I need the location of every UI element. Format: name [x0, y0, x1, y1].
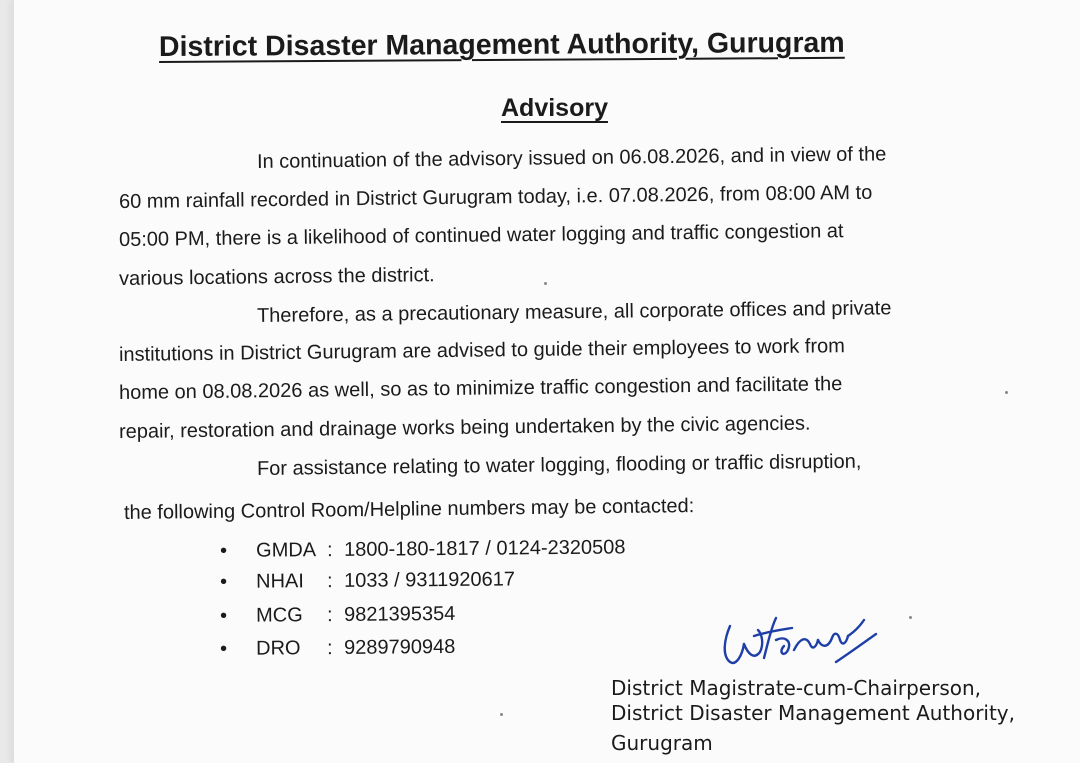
page-left-edge	[0, 0, 14, 763]
document-subtitle: Advisory	[501, 94, 608, 122]
contact-agency: MCG	[255, 604, 303, 627]
contact-number: 1800-180-1817 / 0124-2320508	[343, 536, 626, 561]
paragraph-3-line-2: the following Control Room/Helpline numbers may be contacted:	[123, 495, 695, 524]
paragraph-3-line-1: For assistance relating to water logging, flooding or traffic disruption,	[256, 450, 862, 480]
contact-separator: :	[326, 604, 333, 627]
contact-number: 9821395354	[343, 602, 456, 626]
contact-number: 9289790948	[343, 635, 456, 659]
contact-number: 1033 / 9311920617	[343, 568, 516, 592]
document-title: District Disaster Management Authority, Gurugram	[158, 26, 845, 63]
paragraph-1-line-4: various locations across the district.	[118, 264, 435, 290]
paragraph-2-line-1: Therefore, as a precautionary measure, all corporate offices and private	[256, 297, 892, 327]
signatory-line-1: District Magistrate-cum-Chairperson,	[611, 676, 982, 700]
paragraph-1-line-2: 60 mm rainfall recorded in District Gurugram today, i.e. 07.08.2026, from 08:00 AM to	[118, 181, 873, 213]
contact-agency: DRO	[255, 637, 301, 660]
bullet-icon: •	[219, 637, 228, 660]
paragraph-2-line-2: institutions in District Gurugram are advised to guide their employees to work from	[118, 335, 845, 366]
signatory-line-2: District Disaster Management Authority,	[611, 701, 1016, 725]
bullet-icon: •	[219, 570, 228, 593]
paragraph-1-line-3: 05:00 PM, there is a likelihood of continued water logging and traffic congestion at	[118, 220, 844, 251]
advisory-document	[14, 0, 1080, 763]
scan-speck	[1005, 391, 1008, 394]
signature-strokes	[725, 618, 876, 663]
contact-separator: :	[326, 539, 333, 562]
contact-agency: GMDA	[255, 539, 317, 562]
handwritten-signature	[714, 596, 894, 676]
contact-agency: NHAI	[255, 570, 304, 593]
scan-speck	[500, 713, 503, 716]
contact-separator: :	[326, 637, 333, 660]
contact-separator: :	[326, 570, 333, 593]
paragraph-2-line-3: home on 08.08.2026 as well, so as to minimize traffic congestion and facilitate the	[118, 373, 843, 404]
paragraph-2-line-4: repair, restoration and drainage works being undertaken by the civic agencies.	[118, 412, 811, 443]
scan-speck	[544, 282, 547, 285]
paragraph-1-line-1: In continuation of the advisory issued on 06.08.2026, and in view of the	[256, 143, 887, 173]
bullet-icon: •	[219, 539, 228, 562]
scan-speck	[909, 616, 912, 619]
bullet-icon: •	[219, 604, 228, 627]
signatory-line-3: Gurugram	[611, 731, 713, 755]
